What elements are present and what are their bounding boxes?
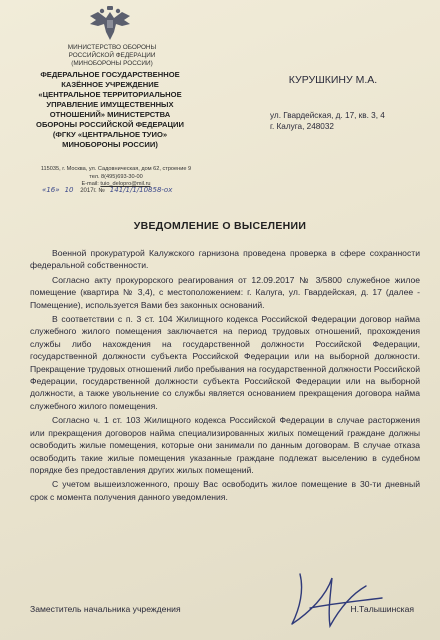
email-link[interactable]: tuio_delopro@mil.ru <box>100 181 151 187</box>
signatory-position: Заместитель начальника учреждения <box>30 604 181 614</box>
body-paragraph: С учетом вышеизложенного, прошу Вас освободить жилое помещение в 30-ти дневный срок с момента получения данного уведомления. <box>30 479 420 502</box>
org-line: КАЗЁННОЕ УЧРЕЖДЕНИЕ <box>61 80 159 89</box>
ministry-line: РОССИЙСКОЙ ФЕДЕРАЦИИ <box>68 52 156 59</box>
ministry-line: МИНИСТЕРСТВО ОБОРОНЫ <box>67 44 157 51</box>
recipient-address <box>270 110 418 132</box>
organization-address: 115035, г. Москва, ул. Садовническая, дом 62, строение 9 <box>40 166 192 172</box>
handwritten-signature-icon <box>270 568 390 632</box>
org-line: ФЕДЕРАЛЬНОЕ ГОСУДАРСТВЕННОЕ <box>40 70 180 79</box>
organization-name <box>24 70 196 150</box>
body-paragraph: Согласно ч. 1 ст. 103 Жилищного кодекса Российской Федерации в случае расторжения или прекращения договоров найма специализированных жилых помещений граждане должны освободить жилые помещения, которые они занимали по данным договорам. В случае отказа освободить такие жилые помещения указанные граждане подлежат выселению в судебном порядке без предоставления других жилых помещений. <box>30 415 420 475</box>
outgoing-month: 10 <box>64 186 74 194</box>
body-paragraph: Военной прокуратурой Калужского гарнизона проведена проверка в сфере сохранности федеральной собственности. <box>30 248 420 271</box>
outgoing-reg-number: 141/1/1/10858-ох <box>109 186 173 194</box>
body-paragraph: В соответствии с п. 3 ст. 104 Жилищного кодекса Российской Федерации договор найма служебного жилого помещения заключается на период трудовых отношений, прохождения службы либо нахождения на государственной должности Российской Федерации, государственной должности субъекта Российской Федерации или на выборной должности. Прекращение трудовых отношений либо пребывания на государственной должности Российской Федерации, государственной должности субъекта Российской Федерации или на выборной должности, а также увольнение со службы является основанием прекращения договора найма служебного жилого помещения. <box>30 314 420 411</box>
org-line: УПРАВЛЕНИЕ ИМУЩЕСТВЕННЫХ <box>46 100 174 109</box>
notice-body <box>30 247 420 505</box>
organization-phone: тел. 8(495)693-30-00 <box>89 173 143 180</box>
body-paragraph: Согласно акту прокурорского реагирования от 12.09.2017 № 3/5800 служебное жилое помещение (квартира № 3,4), с местоположением: г. Калуга, ул. Гвардейская, д. 17 (далее - Помещение), используется Вами без законных оснований. <box>30 274 420 310</box>
org-line: ОТНОШЕНИЙ» МИНИСТЕРСТВА <box>49 110 171 119</box>
outgoing-day: «16» <box>42 186 60 194</box>
outgoing-number <box>42 186 222 194</box>
double-headed-eagle-emblem-icon <box>88 6 132 42</box>
org-line: ОБОРОНЫ РОССИЙСКОЙ ФЕДЕРАЦИИ <box>36 120 184 129</box>
recipient-name: КУРУШКИНУ М.А. <box>288 74 378 86</box>
org-line: «ЦЕНТРАЛЬНОЕ ТЕРРИТОРИАЛЬНОЕ <box>38 90 182 99</box>
org-line: МИНОБОРОНЫ РОССИИ) <box>62 140 158 149</box>
signatory-name: Н.Талышинская <box>350 604 414 614</box>
document-title: УВЕДОМЛЕНИЕ О ВЫСЕЛЕНИИ <box>133 220 307 232</box>
ministry-line: (МИНОБОРОНЫ РОССИИ) <box>71 60 153 67</box>
recipient-address-line: ул. Гвардейская, д. 17, кв. 3, 4 <box>270 111 385 120</box>
ministry-heading <box>64 44 160 68</box>
recipient-address-line: г. Калуга, 248032 <box>270 122 334 131</box>
email-label: E-mail: <box>81 181 99 187</box>
org-line: (ФГКУ «ЦЕНТРАЛЬНОЕ ТУИО» <box>52 130 168 139</box>
outgoing-year: 2017г. № <box>80 188 105 194</box>
